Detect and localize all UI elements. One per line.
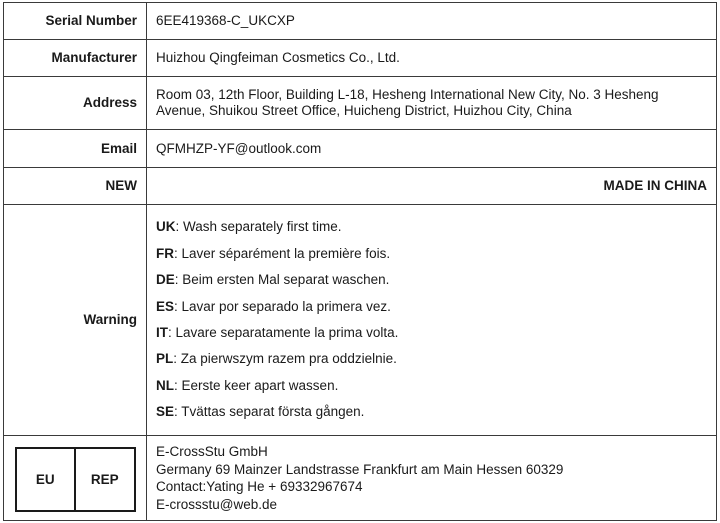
warning-code: PL [156, 351, 174, 367]
warning-code: ES [156, 298, 175, 314]
address-label: Address [4, 77, 147, 130]
warning-item-it [156, 320, 716, 346]
product-label-table [3, 2, 717, 521]
manufacturer-value: Huizhou Qingfeiman Cosmetics Co., Ltd. [147, 40, 717, 77]
eu-rep-badge-cell [4, 436, 147, 521]
address-row [4, 77, 717, 130]
eu-rep-contact: Contact:Yating He + 69332967674 [156, 479, 363, 494]
warning-code: FR [156, 245, 174, 261]
warning-code: UK [156, 219, 176, 235]
serial-number-label: Serial Number [4, 3, 147, 40]
condition-label: NEW [4, 168, 147, 205]
warning-row [4, 205, 717, 436]
warning-code: SE [156, 404, 175, 420]
warning-code: IT [156, 325, 168, 340]
eu-rep-address: Germany 69 Mainzer Landstrasse Frankfurt am Main Hessen 60329 [156, 461, 564, 477]
manufacturer-row [4, 40, 717, 77]
warning-code: DE [156, 272, 175, 288]
origin-value: MADE IN CHINA [147, 168, 717, 205]
warning-item-pl [156, 346, 716, 372]
warning-text: : Lavare separatamente la prima volta. [168, 325, 399, 340]
warning-item-es [156, 294, 716, 320]
warning-text: : Lavar por separado la primera vez. [174, 298, 391, 314]
email-row [4, 130, 717, 168]
manufacturer-label: Manufacturer [4, 40, 147, 77]
warning-text: : Za pierwszym razem pra oddzielnie. [173, 351, 397, 367]
warning-item-de [156, 267, 716, 293]
eu-rep-badge [15, 447, 136, 512]
address-value: Room 03, 12th Floor, Building L-18, Hesheng International New City, No. 3 Hesheng Avenue, Shuikou Street Office, Huicheng District, Huizhou City, China [147, 77, 717, 130]
warning-item-se [156, 399, 716, 425]
email-value: QFMHZP-YF@outlook.com [147, 130, 717, 168]
email-label: Email [4, 130, 147, 168]
eu-rep-badge-eu: EU [35, 471, 55, 487]
eu-rep-badge-rep: REP [74, 449, 134, 510]
warning-text: : Beim ersten Mal separat waschen. [174, 272, 390, 288]
eu-rep-details [147, 436, 717, 521]
eu-rep-company: E-CrossStu GmbH [156, 444, 268, 459]
eu-rep-email: E-crossstu@web.de [156, 496, 277, 512]
status-row [4, 168, 717, 205]
serial-number-row [4, 3, 717, 40]
warning-item-fr [156, 241, 716, 267]
warning-code: NL [156, 377, 174, 393]
serial-number-value: 6EE419368-C_UKCXP [147, 3, 717, 40]
warning-list [147, 205, 717, 436]
warning-text: : Laver séparément la première fois. [174, 245, 391, 261]
warning-text: : Wash separately first time. [175, 219, 342, 235]
warning-item-uk [156, 214, 716, 240]
warning-label: Warning [4, 205, 147, 436]
eu-rep-row [4, 436, 717, 521]
warning-text: : Eerste keer apart wassen. [174, 377, 339, 393]
warning-text: : Tvättas separat första gången. [174, 404, 365, 420]
warning-item-nl [156, 373, 716, 399]
